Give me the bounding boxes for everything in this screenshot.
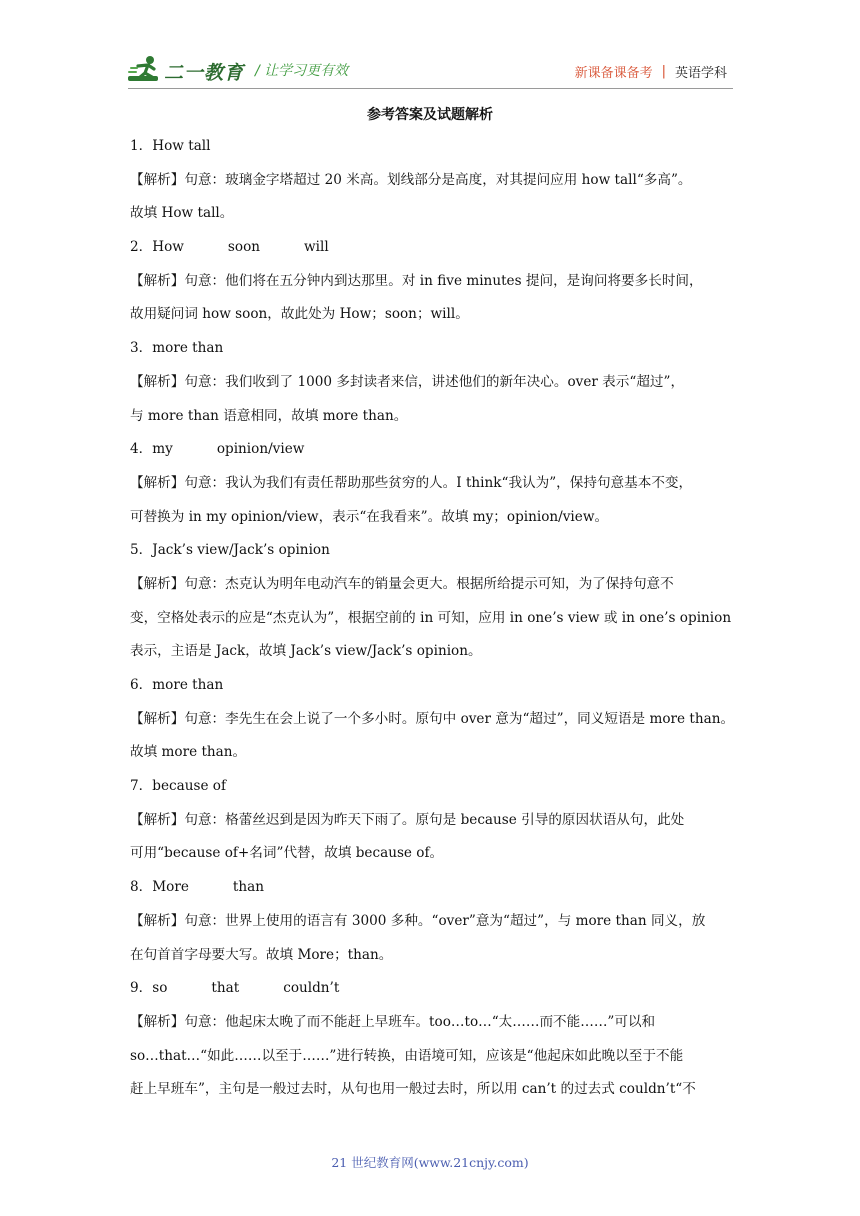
text-line	[130, 1044, 742, 1078]
text-line	[130, 370, 742, 404]
line-segment: 故填 more than。	[130, 744, 247, 761]
text-line	[130, 639, 742, 673]
line-segment: that	[211, 980, 240, 997]
text-line	[130, 269, 742, 303]
text-line	[130, 538, 742, 572]
line-segment: 6．more than	[130, 677, 224, 693]
subject-label: 英语学科	[674, 66, 727, 81]
line-segment: 可替换为 in my opinion/view，表示“在我看来”。故填 my；opinion/view。	[130, 508, 609, 525]
text-line	[130, 740, 742, 774]
line-segment: 【解析】句意：格蕾丝迟到是因为昨天下雨了。原句是 because 引导的原因状语从句，此处	[130, 811, 685, 828]
header-divider	[128, 88, 733, 89]
text-line	[130, 572, 742, 606]
line-segment: soon	[227, 239, 261, 256]
line-segment: 表示，主语是 Jack，故填 Jack’s view/Jack’s opinion。	[130, 643, 482, 660]
page-title: 参考答案及试题解析	[367, 107, 493, 123]
text-line	[130, 606, 742, 640]
line-segment: 【解析】句意：我认为我们有责任帮助那些贫穷的人。I think“我认为”，保持句意基本不变，	[130, 474, 693, 491]
line-segment: 故用疑问词 how soon，故此处为 How；soon；will。	[130, 306, 469, 323]
text-line	[130, 1077, 742, 1111]
text-line	[130, 235, 742, 269]
logo	[128, 54, 244, 88]
header-separator: |	[661, 64, 666, 79]
line-segment: 变，空格处表示的应是“杰克认为”，根据空前的 in 可知，应用 in one’s view 或 in one’s opinion	[130, 609, 732, 626]
line-segment: 【解析】句意：我们收到了 1000 多封读者来信，讲述他们的新年决心。over 表示“超过”，	[130, 373, 685, 390]
text-line	[130, 841, 742, 875]
line-segment: 故填 How tall。	[130, 205, 234, 222]
answer-content	[130, 134, 742, 1111]
line-segment: 在句首首字母要大写。故填 More；than。	[130, 946, 393, 963]
line-segment: 5．Jack’s view/Jack’s opinion	[130, 542, 330, 559]
text-line	[130, 437, 742, 471]
text-line	[130, 943, 742, 977]
line-segment: 【解析】句意：他起床太晚了而不能赶上早班车。too…to…“太……而不能……”可以和	[130, 1013, 656, 1030]
text-line	[130, 404, 742, 438]
text-line	[130, 909, 742, 943]
text-line	[130, 707, 742, 741]
text-line	[130, 774, 742, 808]
line-segment: 4．my	[130, 441, 173, 458]
line-segment: 3．more than	[130, 340, 224, 357]
line-segment: 【解析】句意：杰克认为明年电动汽车的销量会更大。根据所给提示可知，为了保持句意不	[130, 575, 674, 592]
text-line	[130, 336, 742, 370]
page-header	[128, 54, 733, 90]
text-line	[130, 134, 742, 168]
line-segment: 【解析】句意：世界上使用的语言有 3000 多种。“over”意为“超过”，与 more than 同义，放	[130, 912, 706, 929]
line-segment: 8．More	[130, 879, 189, 896]
text-line	[130, 1010, 742, 1044]
line-segment: 1．How tall	[130, 138, 211, 154]
text-line	[130, 505, 742, 539]
line-segment: 【解析】句意：李先生在会上说了一个多小时。原句中 over 意为“超过”，同义短语是 more than。	[130, 710, 735, 727]
line-segment: opinion/view	[216, 441, 305, 458]
line-segment: will	[304, 239, 329, 256]
line-segment: 可用“because of+名词”代替，故填 because of。	[130, 845, 444, 862]
text-line	[130, 875, 742, 909]
line-segment: 与 more than 语意相同，故填 more than。	[130, 407, 408, 424]
runner-logo-icon	[128, 54, 162, 88]
slogan: / 让学习更有效	[255, 63, 349, 79]
line-segment: couldn’t	[283, 980, 340, 997]
text-line	[130, 201, 742, 235]
line-segment: so…that…“如此……以至于……”进行转换，由语境可知，应该是“他起床如此晚以至于不能	[130, 1047, 684, 1064]
prep-label: 新课备课备考	[574, 66, 653, 81]
text-line	[130, 471, 742, 505]
header-right	[575, 62, 727, 81]
text-line	[130, 808, 742, 842]
line-segment: 7．because of	[130, 778, 227, 795]
text-line	[130, 302, 742, 336]
text-line	[130, 168, 742, 202]
line-segment: 2．How	[130, 239, 184, 256]
text-line	[130, 673, 742, 707]
line-segment: 【解析】句意：他们将在五分钟内到达那里。对 in five minutes 提问，是询问将要多长时间，	[130, 272, 703, 289]
text-line	[130, 976, 742, 1010]
line-segment: 赶上早班车”，主句是一般过去时，从句也用一般过去时，所以用 can’t 的过去式 couldn’t“不	[130, 1081, 696, 1098]
footer-text: 21 世纪教育网(www.21cnjy.com)	[331, 1155, 529, 1170]
logo-text: 二一教育	[164, 61, 245, 84]
line-segment: 9．so	[130, 980, 168, 997]
line-segment: than	[232, 879, 264, 896]
line-segment: 【解析】句意：玻璃金字塔超过 20 米高。划线部分是高度，对其提问应用 how tall“多高”。	[130, 171, 692, 188]
